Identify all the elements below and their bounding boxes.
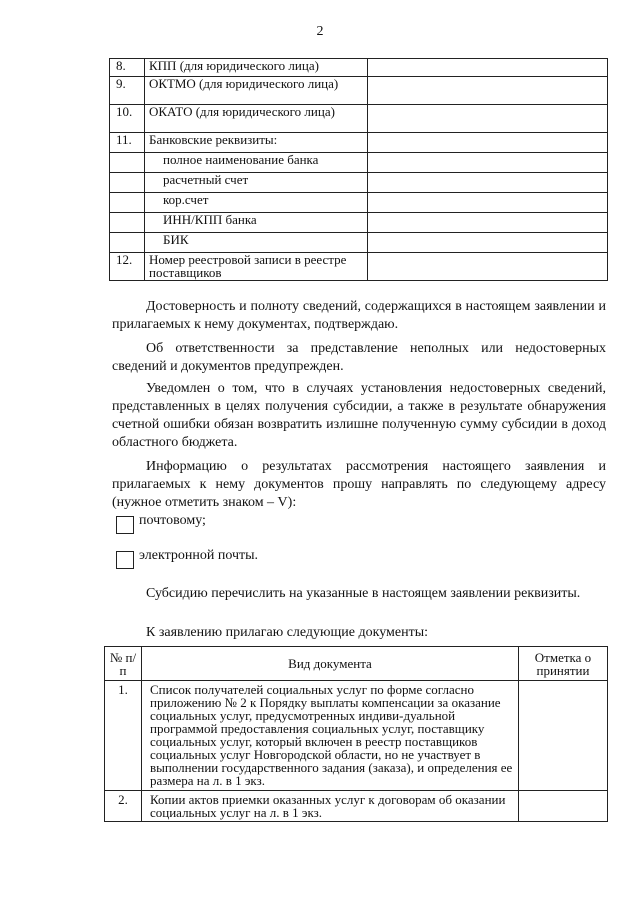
header-acceptance-mark: Отметка о принятии (519, 647, 608, 681)
row-label: Банковские реквизиты: (145, 133, 368, 153)
row-number (110, 173, 145, 193)
row-number: 9. (110, 77, 145, 105)
email-option-label: электронной почты. (139, 548, 259, 563)
row-value-field[interactable] (368, 133, 608, 153)
paragraph-confirmation: Достоверность и полноту сведений, содержащихся в настоящем заявлении и прилагаемых к нему документах, подтверждаю. (112, 299, 606, 332)
row-value-field[interactable] (368, 193, 608, 213)
row-number: 8. (110, 59, 145, 77)
table-row (110, 59, 608, 77)
paragraph-address-instruction: Информацию о результатах рассмотрения настоящего заявления и прилагаемых к нему документов прошу направлять по следующему адресу (нужное отметить знаком – V): (112, 459, 606, 510)
page-number: 2 (316, 24, 324, 39)
row-value-field[interactable] (368, 153, 608, 173)
row-value-field[interactable] (368, 59, 608, 77)
row-number: 1. (105, 681, 142, 791)
row-number (110, 213, 145, 233)
table-row (110, 233, 608, 253)
row-label: БИК (145, 233, 368, 253)
table-row (110, 213, 608, 233)
paragraph-attachments-intro: К заявлению прилагаю следующие документы: (146, 625, 429, 640)
row-value-field[interactable] (368, 253, 608, 281)
row-number (110, 193, 145, 213)
row-label: Номер реестровой записи в реестре поставщиков (145, 253, 368, 281)
row-value-field[interactable] (368, 105, 608, 133)
row-document: Копии актов приемки оказанных услуг к договорам об оказании социальных услуг на л. в 1 экз. (142, 791, 519, 822)
paragraph-subsidy-transfer: Субсидию перечислить на указанные в настоящем заявлении реквизиты. (146, 586, 581, 601)
table-row (110, 133, 608, 153)
table-row (105, 681, 608, 791)
header-document-type: Вид документа (142, 647, 519, 681)
table-row (110, 153, 608, 173)
table-row (110, 105, 608, 133)
table-row (110, 173, 608, 193)
requisites-table (109, 58, 608, 281)
row-number: 12. (110, 253, 145, 281)
table-row (110, 253, 608, 281)
row-label: расчетный счет (145, 173, 368, 193)
row-label: ОКТМО (для юридического лица) (145, 77, 368, 105)
postal-option-label: почтовому; (139, 513, 206, 528)
row-label: ИНН/КПП банка (145, 213, 368, 233)
row-label: ОКАТО (для юридического лица) (145, 105, 368, 133)
row-number: 11. (110, 133, 145, 153)
row-label: полное наименование банка (145, 153, 368, 173)
row-number (110, 153, 145, 173)
row-number: 2. (105, 791, 142, 822)
row-document: Список получателей социальных услуг по форме согласно приложению № 2 к Порядку выплаты компенсации за оказание социальных услуг, предусмотренных индиви-дуальной программой предоставления социальных услуг, поставщику социальных услуг, который включен в реестр поставщиков социальных услуг Новгородской области, но не участвует в выполнении государственного задания (заказа), и определения ее размера на л. в 1 экз. (142, 681, 519, 791)
header-number: № п/п (105, 647, 142, 681)
row-mark-cell[interactable] (519, 681, 608, 791)
row-number: 10. (110, 105, 145, 133)
postal-checkbox[interactable] (116, 516, 134, 534)
row-number (110, 233, 145, 253)
table-row (110, 193, 608, 213)
row-value-field[interactable] (368, 173, 608, 193)
email-checkbox[interactable] (116, 551, 134, 569)
row-label: КПП (для юридического лица) (145, 59, 368, 77)
row-mark-cell[interactable] (519, 791, 608, 822)
paragraph-notification: Уведомлен о том, что в случаях установления недостоверных сведений, представленных в целях получения субсидии, а также в результате обнаружения счетной ошибки обязан возвратить излишне полученную сумму субсидии в доход областного бюджета. (112, 381, 606, 450)
table-row (110, 77, 608, 105)
row-label: кор.счет (145, 193, 368, 213)
row-value-field[interactable] (368, 233, 608, 253)
paragraph-responsibility: Об ответственности за представление неполных или недостоверных сведений и документов предупрежден. (112, 341, 606, 374)
table-row (105, 791, 608, 822)
documents-table (104, 646, 608, 822)
row-value-field[interactable] (368, 213, 608, 233)
row-value-field[interactable] (368, 77, 608, 105)
